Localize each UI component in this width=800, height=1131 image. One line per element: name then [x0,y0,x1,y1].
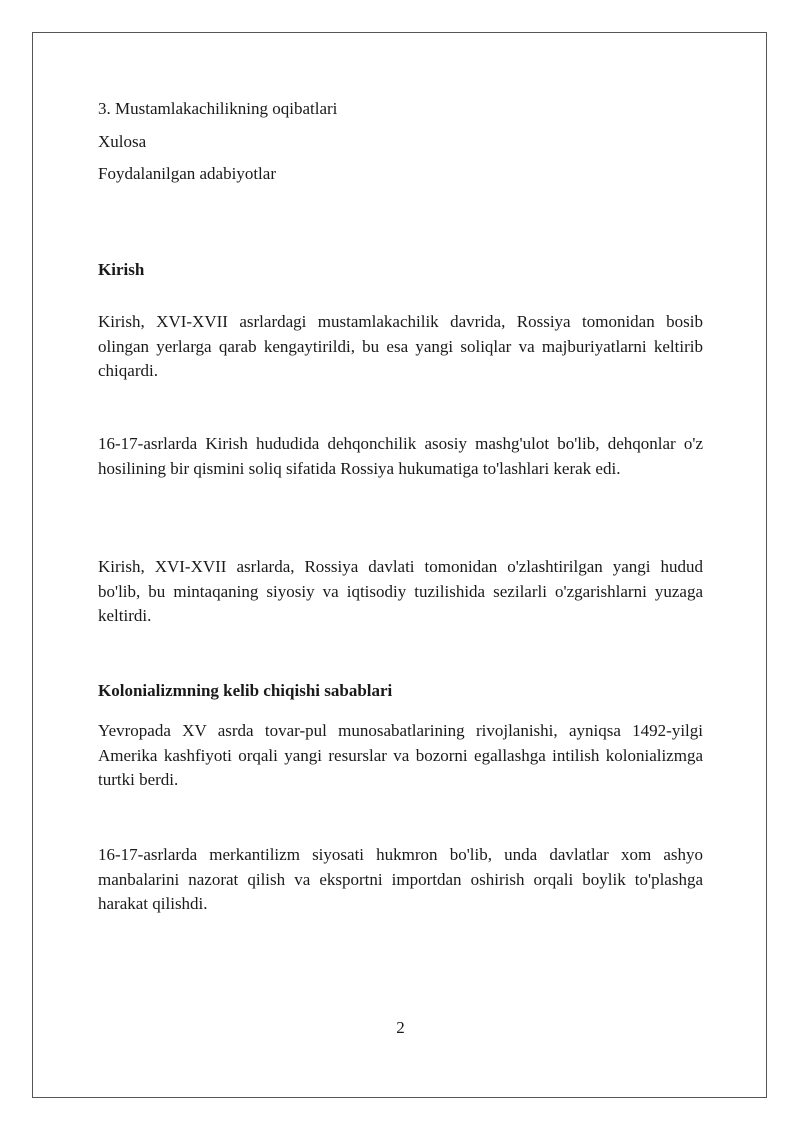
toc-item-consequences: 3. Mustamlakachilikning oqibatlari [98,99,338,118]
section-heading-kirish: Kirish [98,260,145,279]
toc-item-conclusion: Xulosa [98,132,147,151]
toc-item-references: Foydalanilgan adabiyotlar [98,164,276,183]
paragraph-kirish-2: 16-17-asrlarda Kirish hududida dehqonchilik asosiy mashg'ulot bo'lib, dehqonlar o'z hosilining bir qismini soliq sifatida Rossiya hukumatiga to'lashlari kerak edi. [98,434,703,478]
paragraph-colonialism-2: 16-17-asrlarda merkantilizm siyosati hukmron bo'lib, unda davlatlar xom ashyo manbalarini nazorat qilish va eksportni importdan oshirish orqali boylik to'plashga harakat qilishdi. [98,845,703,913]
section-heading-colonialism-causes: Kolonializmning kelib chiqishi sabablari [98,681,393,700]
page-number: 2 [396,1018,405,1037]
paragraph-colonialism-1: Yevropada XV asrda tovar-pul munosabatlarining rivojlanishi, ayniqsa 1492-yilgi Amerika kashfiyoti orqali yangi resurslar va bozorni egallashga intilish kolonializmga turtki berdi. [98,721,703,789]
document-page [32,32,767,1098]
paragraph-kirish-3: Kirish, XVI-XVII asrlarda, Rossiya davlati tomonidan o'zlashtirilgan yangi hudud bo'lib, bu mintaqaning siyosiy va iqtisodiy tuzilishida sezilarli o'zgarishlarni yuzaga keltirdi. [98,557,703,625]
paragraph-kirish-1: Kirish, XVI-XVII asrlardagi mustamlakachilik davrida, Rossiya tomonidan bosib olingan yerlarga qarab kengaytirildi, bu esa yangi soliqlar va majburiyatlarni keltirib chiqardi. [98,312,703,380]
